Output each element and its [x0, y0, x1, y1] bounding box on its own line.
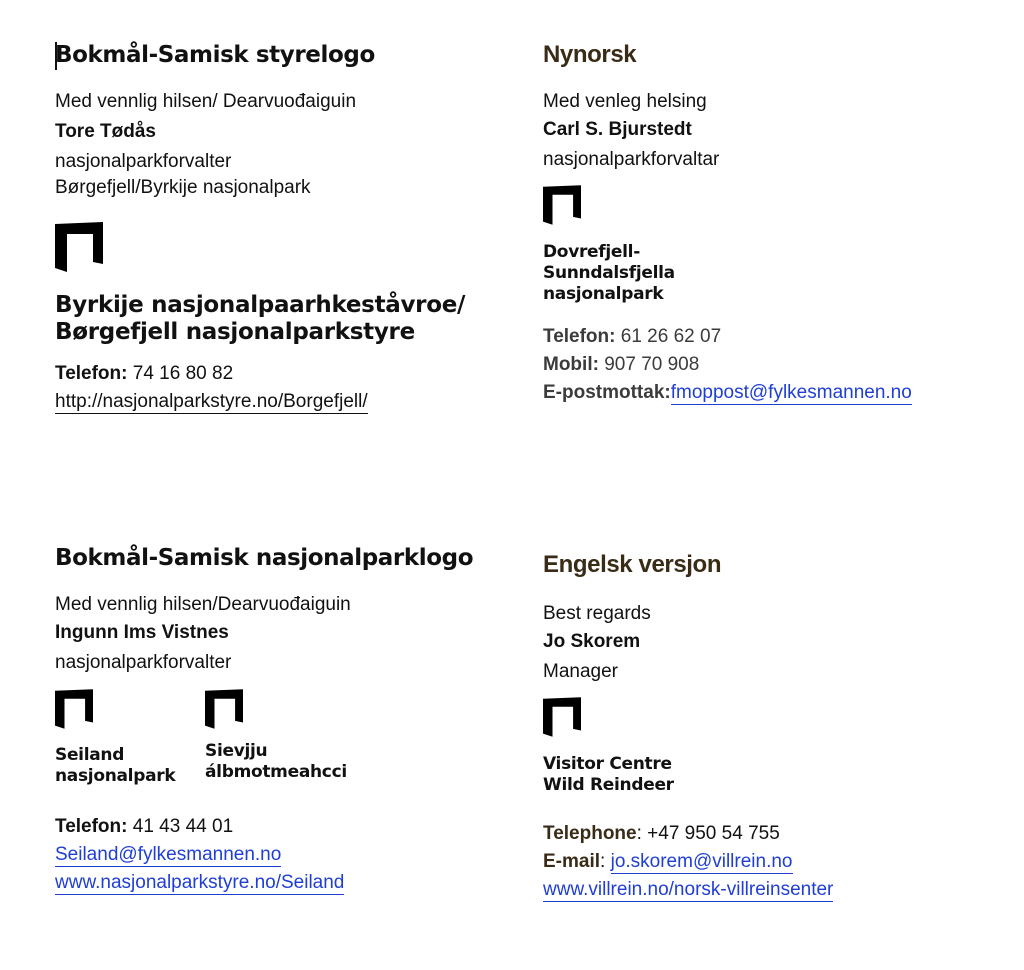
greeting: Best regards [543, 603, 651, 624]
phone-number: 61 26 62 07 [620, 326, 722, 347]
logo-pair [55, 683, 473, 813]
phone-row [543, 820, 833, 848]
section-heading: Engelsk versjon [543, 551, 722, 578]
logo-seiland [55, 683, 175, 787]
org-name-line-2: Sunndalsfjella [543, 263, 675, 283]
phone-number: 41 43 44 01 [132, 816, 234, 837]
person-role: Manager [543, 661, 618, 682]
nasjonalpark-logo-icon [55, 689, 93, 729]
email-row [543, 848, 833, 876]
phone-number: 74 16 80 82 [132, 363, 234, 384]
org-name-line-1: Byrkije nasjonalpaarhkeståvroe/ [55, 292, 466, 318]
person-name: Jo Skorem [543, 631, 641, 652]
signature-bokmal-samisk-nasjonalparklogo [55, 543, 473, 897]
section-heading: Bokmål-Samisk styrelogo [55, 42, 375, 68]
email-row [55, 841, 473, 869]
phone-label: Telefon: [55, 816, 128, 837]
url-row [543, 876, 833, 904]
email-link[interactable]: Seiland@fylkesmannen.no [55, 844, 282, 865]
url-row [55, 388, 465, 416]
person-name: Tore Tødås [55, 121, 156, 142]
person-role: nasjonalparkforvalter [55, 652, 232, 673]
website-link[interactable]: www.nasjonalparkstyre.no/Seiland [55, 872, 345, 893]
org-name-line-3: nasjonalpark [543, 284, 664, 304]
mobile-label: Mobil: [543, 354, 599, 375]
nasjonalpark-logo-icon [543, 184, 581, 226]
mobile-row [543, 351, 912, 379]
person-name: Ingunn Ims Vistnes [55, 622, 229, 643]
park-name: Børgefjell/Byrkije nasjonalpark [55, 177, 311, 198]
signature-engelsk [543, 550, 833, 904]
email-row [543, 379, 912, 407]
url-row [55, 869, 473, 897]
signature-nynorsk [543, 40, 912, 407]
person-role: nasjonalparkforvalter [55, 151, 232, 172]
phone-number: : +47 950 54 755 [636, 823, 780, 844]
greeting: Med vennlig hilsen/ Dearvuođaiguin [55, 91, 357, 112]
email-label: E-postmottak: [543, 382, 671, 403]
phone-label: Telefon: [55, 363, 128, 384]
section-heading: Bokmål-Samisk nasjonalparklogo [55, 545, 474, 571]
nasjonalpark-logo-icon [55, 222, 103, 272]
mobile-number: 907 70 908 [604, 354, 700, 375]
nasjonalpark-logo-icon [543, 696, 581, 738]
phone-row [55, 360, 465, 388]
logo-seiland-line-2: nasjonalpark [55, 766, 176, 786]
website-link[interactable]: http://nasjonalparkstyre.no/Borgefjell/ [55, 391, 368, 412]
logo-sievjju-line-1: Sievjju [205, 741, 268, 761]
email-label: E-mail [543, 851, 601, 872]
email-link[interactable]: jo.skorem@villrein.no [610, 851, 793, 872]
org-name-line-1: Visitor Centre [543, 754, 672, 774]
phone-row [55, 813, 473, 841]
signature-bokmal-samisk-styrelogo [55, 40, 465, 416]
logo-sievjju-line-2: álbmotmeahcci [205, 762, 347, 782]
org-name-line-1: Dovrefjell- [543, 242, 640, 262]
greeting: Med venleg helsing [543, 91, 707, 112]
org-name-line-2: Wild Reindeer [543, 775, 674, 795]
phone-label: Telephone [543, 823, 637, 844]
phone-row [543, 323, 912, 351]
greeting: Med vennlig hilsen/Dearvuođaiguin [55, 594, 351, 615]
section-heading: Nynorsk [543, 41, 637, 68]
email-link[interactable]: fmoppost@fylkesmannen.no [670, 382, 912, 403]
phone-label: Telefon: [543, 326, 616, 347]
nasjonalpark-logo-icon [205, 689, 243, 729]
person-role: nasjonalparkforvaltar [543, 149, 720, 170]
email-separator: : [600, 851, 611, 872]
logo-sievjju [205, 683, 347, 783]
org-name-line-2: Børgefjell nasjonalparkstyre [55, 319, 415, 345]
logo-seiland-line-1: Seiland [55, 745, 125, 765]
website-link[interactable]: www.villrein.no/norsk-villreinsenter [543, 879, 834, 900]
person-name: Carl S. Bjurstedt [543, 119, 692, 140]
